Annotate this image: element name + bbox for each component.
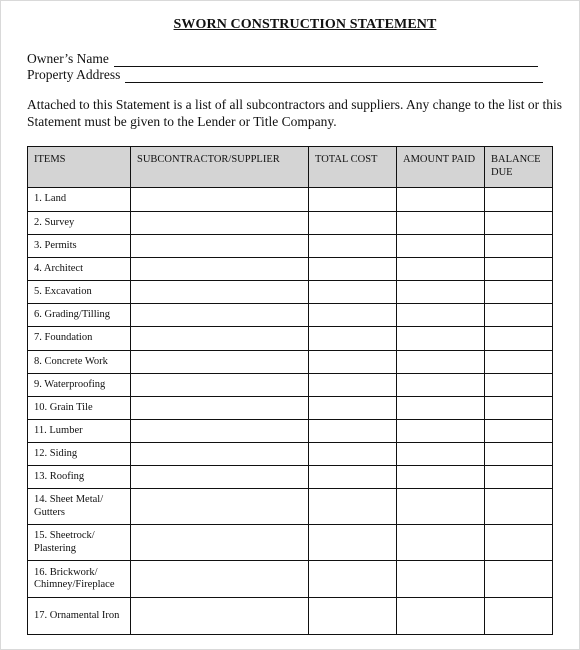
balance-due-cell[interactable] (485, 374, 553, 397)
item-label: 16. Brickwork/ Chimney/Fireplace (28, 561, 131, 598)
total-cost-cell[interactable] (309, 489, 397, 525)
balance-due-cell[interactable] (485, 420, 553, 443)
balance-due-cell[interactable] (485, 351, 553, 374)
table-row (28, 525, 553, 561)
balance-due-cell[interactable] (485, 443, 553, 466)
amount-paid-cell[interactable] (397, 351, 485, 374)
item-label: 17. Ornamental Iron (28, 598, 131, 635)
subcontractor-cell[interactable] (131, 443, 309, 466)
total-cost-cell[interactable] (309, 304, 397, 327)
subcontractor-cell[interactable] (131, 598, 309, 635)
amount-paid-cell[interactable] (397, 443, 485, 466)
amount-paid-cell[interactable] (397, 374, 485, 397)
statement-table (27, 146, 553, 635)
subcontractor-cell[interactable] (131, 420, 309, 443)
subcontractor-cell[interactable] (131, 397, 309, 420)
table-row (28, 212, 553, 235)
total-cost-cell[interactable] (309, 351, 397, 374)
balance-due-cell[interactable] (485, 397, 553, 420)
total-cost-cell[interactable] (309, 598, 397, 635)
amount-paid-cell[interactable] (397, 420, 485, 443)
item-label: 14. Sheet Metal/ Gutters (28, 489, 131, 525)
subcontractor-cell[interactable] (131, 489, 309, 525)
header-balance-due: BALANCE DUE (485, 147, 553, 188)
total-cost-cell[interactable] (309, 258, 397, 281)
balance-due-cell[interactable] (485, 561, 553, 598)
total-cost-cell[interactable] (309, 525, 397, 561)
header-subcontractor: SUBCONTRACTOR/SUPPLIER (131, 147, 309, 188)
table-row (28, 258, 553, 281)
amount-paid-cell[interactable] (397, 525, 485, 561)
property-address-blank[interactable] (125, 69, 543, 83)
item-label: 12. Siding (28, 443, 131, 466)
total-cost-cell[interactable] (309, 235, 397, 258)
intro-paragraph: Attached to this Statement is a list of all subcontractors and suppliers. Any change to the list or this Statement must be given to the Lender or Title Company. (27, 97, 563, 129)
table-row (28, 281, 553, 304)
balance-due-cell[interactable] (485, 466, 553, 489)
table-row (28, 351, 553, 374)
property-address-label: Property Address (27, 67, 121, 82)
item-label: 9. Waterproofing (28, 374, 131, 397)
table-row (28, 489, 553, 525)
amount-paid-cell[interactable] (397, 188, 485, 212)
amount-paid-cell[interactable] (397, 327, 485, 351)
header-amount-paid: AMOUNT PAID (397, 147, 485, 188)
total-cost-cell[interactable] (309, 374, 397, 397)
amount-paid-cell[interactable] (397, 397, 485, 420)
table-row (28, 598, 553, 635)
table-row (28, 374, 553, 397)
table-row (28, 327, 553, 351)
owner-name-label: Owner’s Name (27, 51, 109, 66)
amount-paid-cell[interactable] (397, 598, 485, 635)
balance-due-cell[interactable] (485, 235, 553, 258)
table-row (28, 420, 553, 443)
balance-due-cell[interactable] (485, 188, 553, 212)
total-cost-cell[interactable] (309, 188, 397, 212)
item-label: 11. Lumber (28, 420, 131, 443)
item-label: 7. Foundation (28, 327, 131, 351)
amount-paid-cell[interactable] (397, 561, 485, 598)
amount-paid-cell[interactable] (397, 281, 485, 304)
item-label: 15. Sheetrock/ Plastering (28, 525, 131, 561)
item-label: 4. Architect (28, 258, 131, 281)
subcontractor-cell[interactable] (131, 525, 309, 561)
subcontractor-cell[interactable] (131, 304, 309, 327)
amount-paid-cell[interactable] (397, 489, 485, 525)
document-title: SWORN CONSTRUCTION STATEMENT (173, 17, 437, 32)
amount-paid-cell[interactable] (397, 304, 485, 327)
item-label: 5. Excavation (28, 281, 131, 304)
item-label: 2. Survey (28, 212, 131, 235)
total-cost-cell[interactable] (309, 420, 397, 443)
header-row (28, 147, 553, 188)
balance-due-cell[interactable] (485, 258, 553, 281)
subcontractor-cell[interactable] (131, 327, 309, 351)
balance-due-cell[interactable] (485, 489, 553, 525)
subcontractor-cell[interactable] (131, 466, 309, 489)
header-total-cost: TOTAL COST (309, 147, 397, 188)
total-cost-cell[interactable] (309, 281, 397, 304)
total-cost-cell[interactable] (309, 327, 397, 351)
table-row (28, 235, 553, 258)
table-row (28, 443, 553, 466)
total-cost-cell[interactable] (309, 212, 397, 235)
item-label: 10. Grain Tile (28, 397, 131, 420)
table-row (28, 466, 553, 489)
item-label: 3. Permits (28, 235, 131, 258)
table-row (28, 304, 553, 327)
owner-name-blank[interactable] (114, 53, 538, 67)
amount-paid-cell[interactable] (397, 235, 485, 258)
subcontractor-cell[interactable] (131, 235, 309, 258)
item-label: 8. Concrete Work (28, 351, 131, 374)
table-row (28, 561, 553, 598)
total-cost-cell[interactable] (309, 466, 397, 489)
balance-due-cell[interactable] (485, 304, 553, 327)
balance-due-cell[interactable] (485, 598, 553, 635)
subcontractor-cell[interactable] (131, 561, 309, 598)
header-items: ITEMS (28, 147, 131, 188)
subcontractor-cell[interactable] (131, 258, 309, 281)
table-row (28, 397, 553, 420)
balance-due-cell[interactable] (485, 281, 553, 304)
total-cost-cell[interactable] (309, 397, 397, 420)
subcontractor-cell[interactable] (131, 188, 309, 212)
item-label: 6. Grading/Tilling (28, 304, 131, 327)
amount-paid-cell[interactable] (397, 212, 485, 235)
total-cost-cell[interactable] (309, 561, 397, 598)
subcontractor-cell[interactable] (131, 351, 309, 374)
amount-paid-cell[interactable] (397, 466, 485, 489)
item-label: 1. Land (28, 188, 131, 212)
owner-name-field (27, 51, 538, 67)
item-label: 13. Roofing (28, 466, 131, 489)
property-address-field (27, 67, 543, 83)
balance-due-cell[interactable] (485, 327, 553, 351)
subcontractor-cell[interactable] (131, 281, 309, 304)
subcontractor-cell[interactable] (131, 212, 309, 235)
table-row (28, 188, 553, 212)
total-cost-cell[interactable] (309, 443, 397, 466)
amount-paid-cell[interactable] (397, 258, 485, 281)
balance-due-cell[interactable] (485, 212, 553, 235)
balance-due-cell[interactable] (485, 525, 553, 561)
subcontractor-cell[interactable] (131, 374, 309, 397)
